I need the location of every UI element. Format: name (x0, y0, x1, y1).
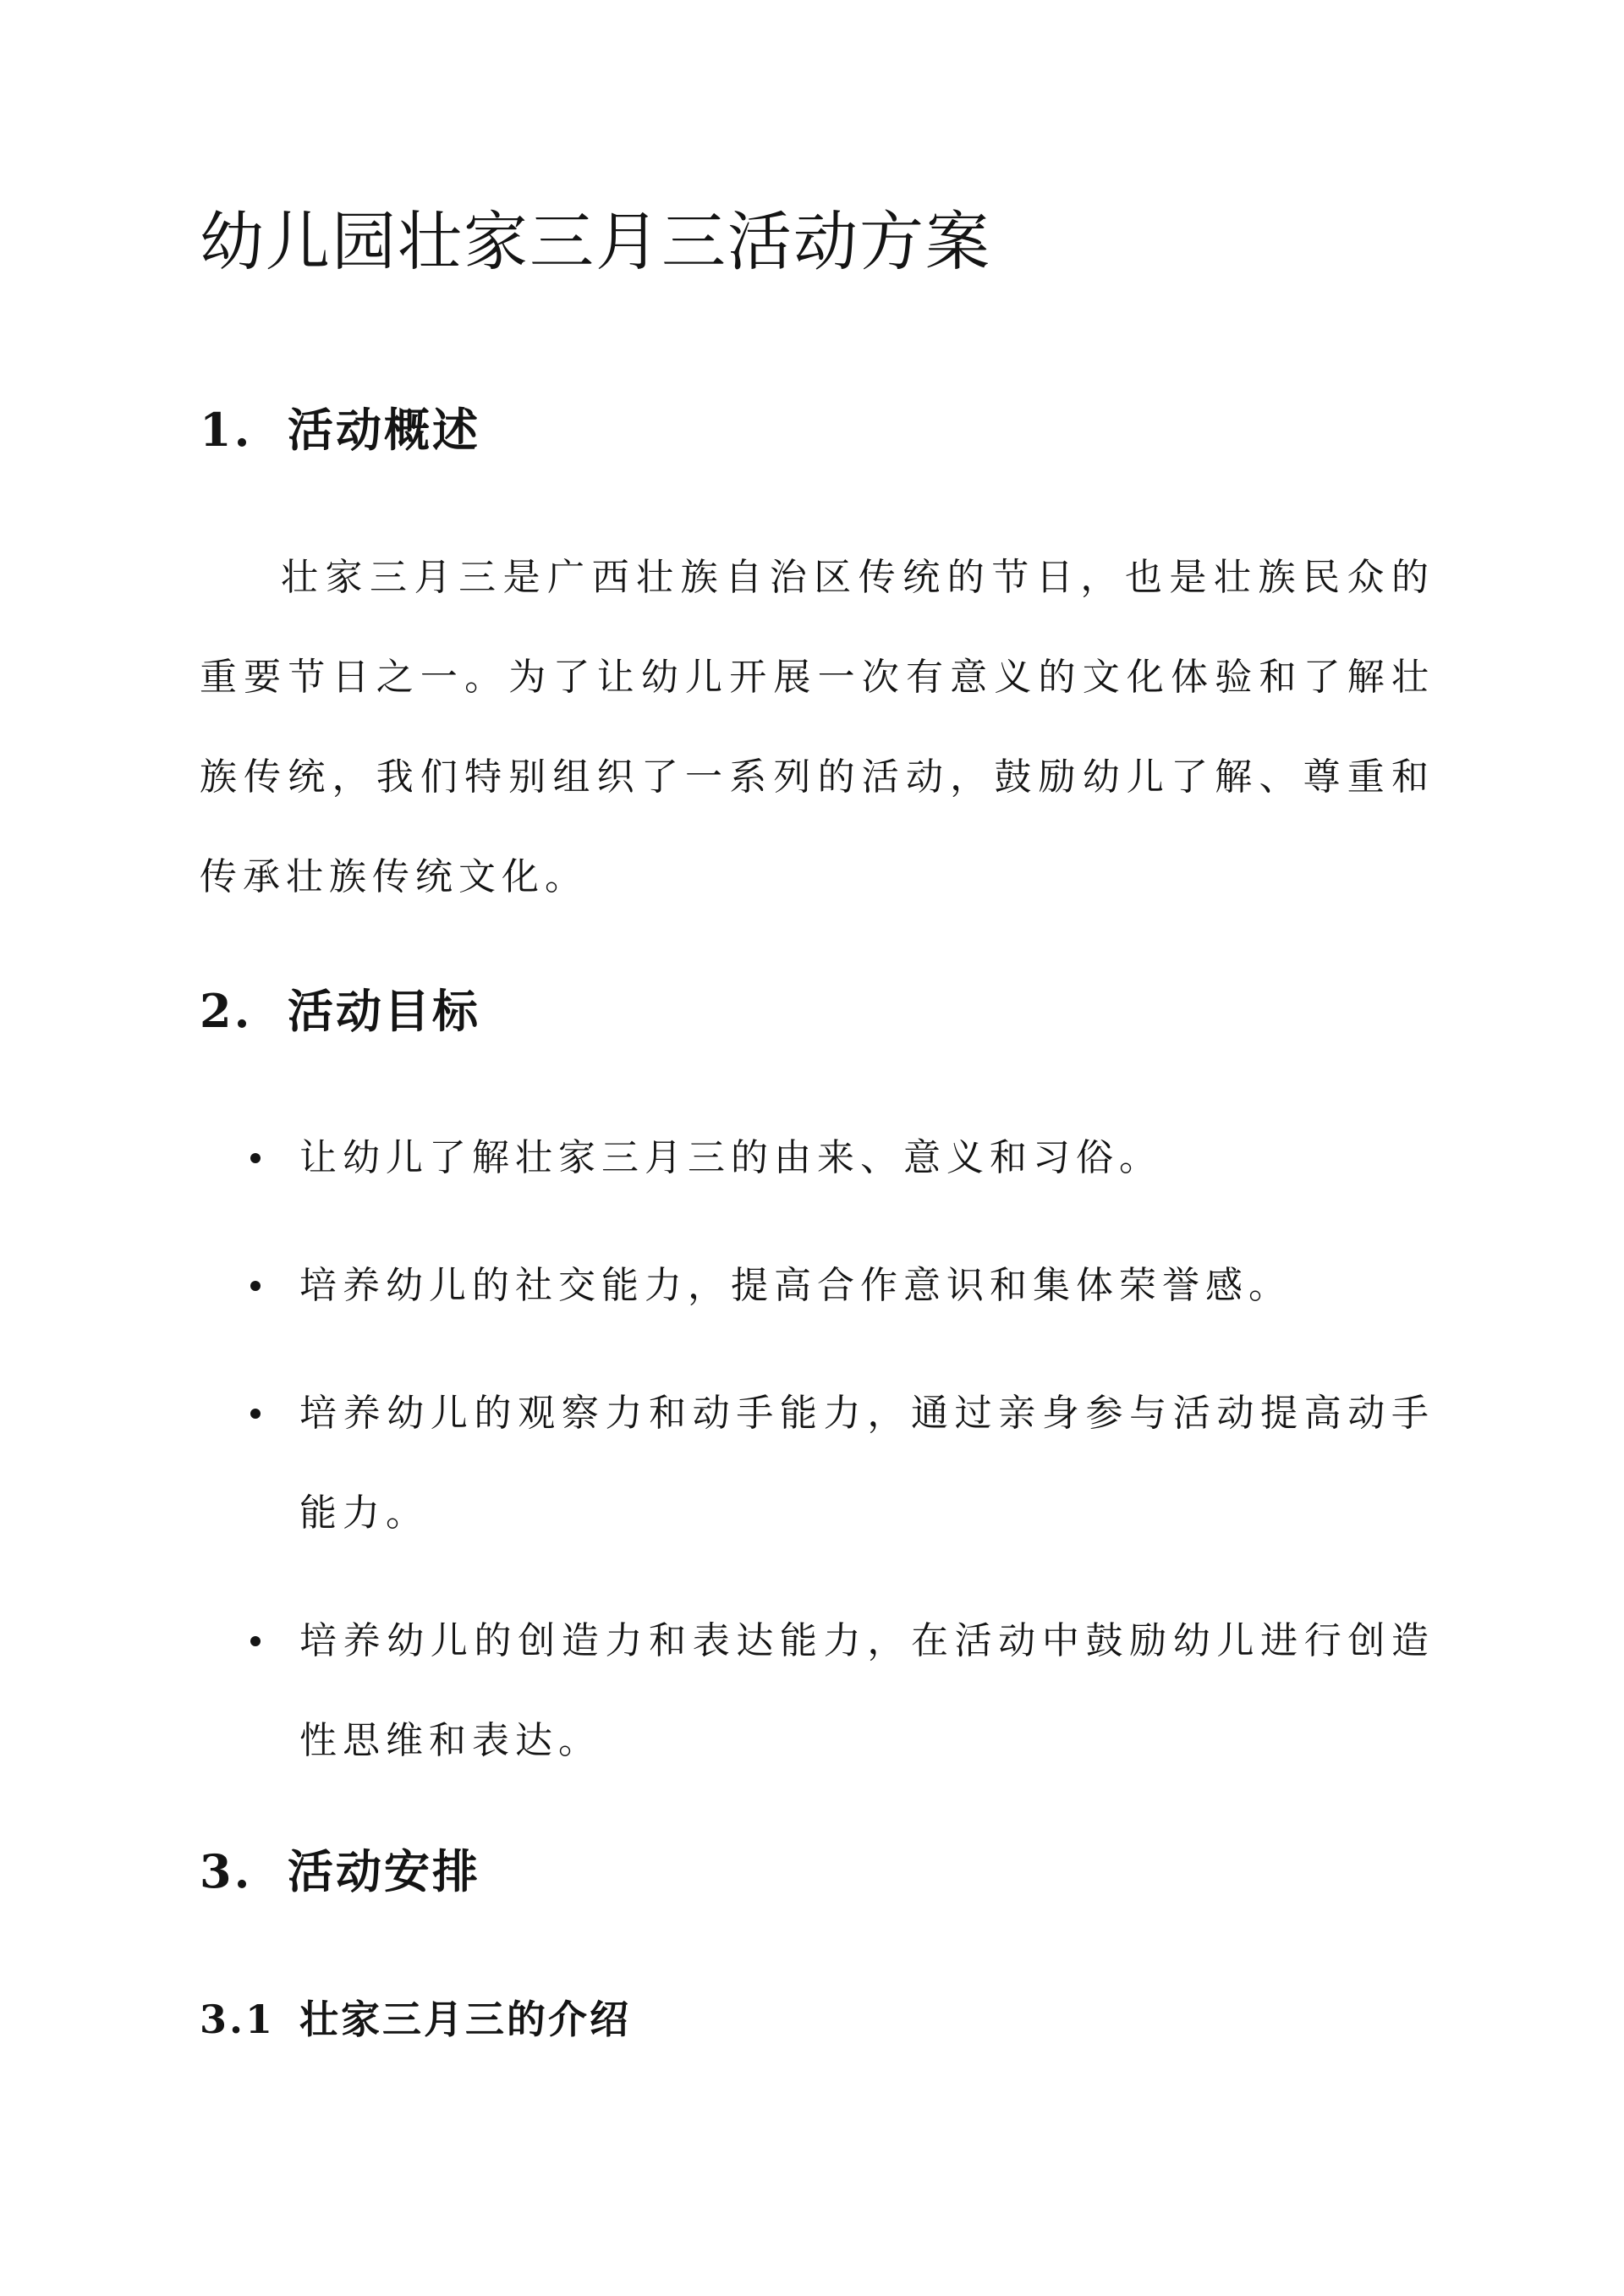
goal-text: 培养幼儿的观察力和动手能力，通过亲身参与活动提高动手能力。 (299, 1392, 1435, 1535)
goal-text: 培养幼儿的社交能力，提高合作意识和集体荣誉感。 (299, 1264, 1292, 1307)
section-number-2: 2. (200, 984, 253, 1038)
section-number-1: 1. (200, 403, 253, 457)
goal-item (200, 1364, 1435, 1563)
goal-item (200, 1108, 1435, 1208)
overview-paragraph: 壮家三月三是广西壮族自治区传统的节日，也是壮族民众的重要节日之一。为了让幼儿开展一次有意义的文化体验和了解壮族传统，我们特别组织了一系列的活动，鼓励幼儿了解、尊重和传承壮族传统文化。 (200, 556, 1435, 898)
goal-text: 培养幼儿的创造力和表达能力，在活动中鼓励幼儿进行创造性思维和表达。 (299, 1619, 1435, 1762)
goal-item (200, 1236, 1435, 1336)
section-title-2: 活动目标 (288, 984, 480, 1038)
subsection-number: 3.1 (200, 1997, 276, 2042)
section-heading-1 (200, 403, 480, 458)
bullet-dot-icon (250, 1281, 261, 1291)
section-heading-2 (200, 984, 480, 1039)
subsection-title: 壮家三月三的介绍 (299, 1997, 631, 2042)
section-heading-3 (200, 1844, 480, 1899)
bullet-dot-icon (250, 1409, 261, 1419)
subsection-heading-3-1 (200, 1997, 631, 2043)
bullet-dot-icon (250, 1636, 261, 1646)
section-number-3: 3. (200, 1844, 253, 1898)
document-title: 幼儿园壮家三月三活动方案 (200, 204, 991, 279)
goal-text: 让幼儿了解壮家三月三的由来、意义和习俗。 (299, 1136, 1162, 1179)
goal-item (200, 1591, 1435, 1791)
bullet-dot-icon (250, 1153, 261, 1163)
section-title-1: 活动概述 (288, 403, 480, 457)
goals-list (200, 1108, 1435, 1819)
section-title-3: 活动安排 (288, 1844, 480, 1898)
